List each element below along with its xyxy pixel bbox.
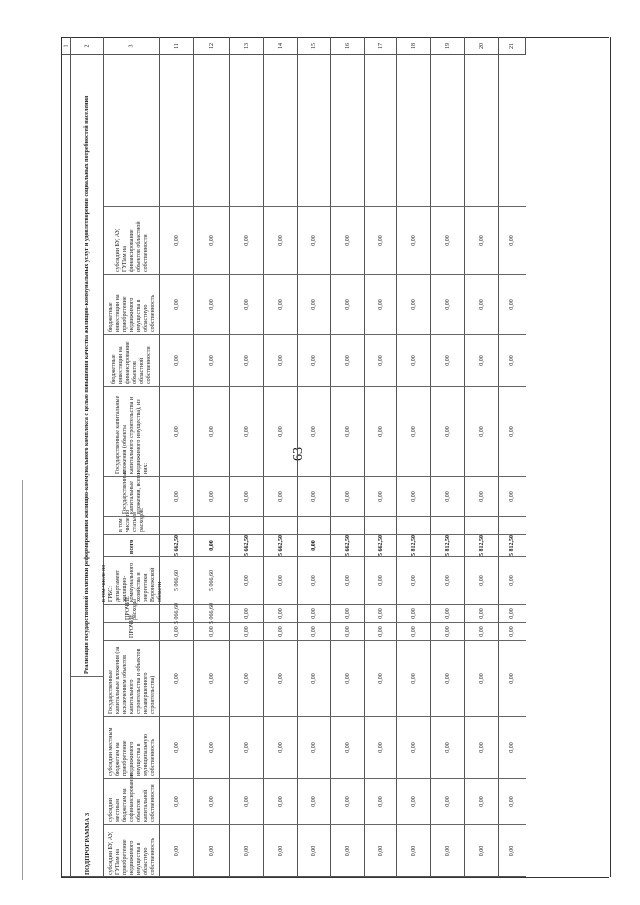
value-cell: 0,00	[298, 779, 331, 825]
value-cell: 0,00	[230, 779, 264, 825]
value-cell: 0,00	[264, 335, 298, 387]
column-header-label: 13	[243, 42, 250, 49]
value-cell: 0,00	[465, 275, 499, 335]
column-body-12	[194, 55, 230, 877]
value-cell: 0,00	[499, 641, 526, 717]
program-title: ПОДПРОГРАММА 3	[84, 812, 91, 875]
value-cell: 0,00	[499, 477, 526, 517]
value-cell	[264, 517, 298, 535]
value-cell: 0,00	[465, 387, 499, 477]
value-cell: 5 066,60	[160, 605, 194, 623]
value-cell: 0,00	[160, 779, 194, 825]
program-description: Реализация государственной политики реформирования жилищно-коммунального комплекса с целью повышения качества жилищно-коммунальных услуг и удовлетворения социальных потребностей населения	[71, 55, 104, 677]
value-cell: 0,00	[499, 557, 526, 605]
value-cell: 0,00	[397, 557, 431, 605]
value-cell: 0,00	[194, 535, 230, 557]
value-cell: 0,00	[264, 477, 298, 517]
value-cell: 0,00	[194, 387, 230, 477]
value-cell	[230, 517, 264, 535]
value-cell: 0,00	[331, 275, 365, 335]
value-cell	[499, 517, 526, 535]
value-cell	[331, 517, 365, 535]
empty-cell	[431, 55, 465, 207]
value-cell: 0,00	[365, 557, 397, 605]
value-cell: 0,00	[264, 387, 298, 477]
value-cell: 0,00	[397, 779, 431, 825]
value-cell: 0,00	[243, 845, 250, 857]
value-cell: 0,00	[264, 557, 298, 605]
value-cell: 0,00	[397, 623, 431, 641]
budget-table	[61, 37, 611, 877]
value-cell: 0,00	[160, 717, 194, 779]
value-cell: 0,00	[499, 335, 526, 387]
value-cell: 0,00	[160, 623, 194, 641]
column-header-label: 18	[410, 42, 417, 49]
value-cell: 5 662,50	[365, 535, 397, 557]
value-cell: 0,00	[160, 335, 194, 387]
column-body-13	[230, 55, 264, 877]
value-cell: 0,00	[431, 207, 465, 275]
value-cell: 5 662,50	[230, 535, 264, 557]
value-cell: 0,00	[298, 275, 331, 335]
empty-cell	[465, 55, 499, 207]
value-cell: 0,00	[230, 623, 264, 641]
value-cell: 0,00	[499, 275, 526, 335]
value-cell: 0,00	[194, 717, 230, 779]
column-header-label: 17	[377, 42, 384, 49]
row-label: субсидии местным бюджетам на софинансирование объектов капитальной собственности	[104, 779, 160, 825]
value-cell: 0,00	[298, 387, 331, 477]
column-header-label: 19	[444, 42, 451, 49]
value-cell: 0,00	[431, 335, 465, 387]
row-label: субсидии БУ, АУ, ГУПам на финансирование объектов областной собственности	[104, 207, 160, 275]
value-cell: 0,00	[365, 717, 397, 779]
column-header	[194, 37, 230, 55]
column-header	[331, 37, 365, 55]
column-body-17	[365, 55, 397, 877]
value-cell: 0,00	[264, 641, 298, 717]
column-header-label: 3	[128, 44, 135, 47]
value-cell: 0,00	[230, 387, 264, 477]
value-cell: 5 812,50	[465, 535, 499, 557]
value-cell: 0,00	[365, 779, 397, 825]
value-cell: 0,00	[397, 641, 431, 717]
value-cell: 5 662,50	[331, 535, 365, 557]
value-cell: 0,00	[397, 335, 431, 387]
empty-cell	[230, 55, 264, 207]
column-body-14	[264, 55, 298, 877]
value-cell: 0,00	[365, 623, 397, 641]
row-label: бюджетные инвестиции на приобретение недвижимого имущества в областную собственность	[104, 275, 160, 335]
value-cell: 0,00	[264, 779, 298, 825]
value-cell: 0,00	[431, 717, 465, 779]
value-cell	[194, 517, 230, 535]
value-cell: 0,00	[194, 779, 230, 825]
value-cell: 0,00	[365, 641, 397, 717]
column-header	[104, 37, 160, 55]
value-cell: 0,00	[431, 387, 465, 477]
empty-cell	[298, 55, 331, 207]
value-cell: 0,00	[230, 605, 264, 623]
row-label: ПРОЧИЕ расходы	[104, 605, 160, 623]
value-cell: 0,00	[499, 387, 526, 477]
value-cell: 0,00	[478, 845, 485, 857]
value-cell: 5 066,60	[194, 557, 230, 605]
value-cell: 0,00	[444, 845, 451, 857]
value-cell: 0,00	[311, 845, 317, 857]
value-cell: 0,00	[331, 717, 365, 779]
column-body-20	[465, 55, 499, 877]
column-body-2	[71, 55, 104, 877]
value-cell: 5 066,60	[194, 605, 230, 623]
column-body-16	[331, 55, 365, 877]
value-cell: 0,00	[264, 605, 298, 623]
value-cell: 0,00	[331, 605, 365, 623]
margin-line	[22, 480, 23, 880]
value-cell: 0,00	[499, 623, 526, 641]
value-cell: 0,00	[465, 623, 499, 641]
column-header	[397, 37, 431, 55]
value-cell: 0,00	[365, 387, 397, 477]
row-label: субсидии БУ, АУ, ГУПам на приобретение недвижимого имущества в областную собственность	[107, 831, 156, 875]
column-header	[499, 37, 526, 55]
column-body-18	[397, 55, 431, 877]
row-label: Государственные капитальные вложения (за исключением объектов капитального строительства и объектов незавершенного строительства)	[104, 641, 160, 717]
value-cell: 0,00	[465, 605, 499, 623]
value-cell: 0,00	[499, 717, 526, 779]
column-header	[365, 37, 397, 55]
row-label: бюджетные инвестиции на финансирование объектов областной собственности	[104, 335, 160, 387]
empty-cell	[365, 55, 397, 207]
value-cell: 0,00	[230, 717, 264, 779]
row-label: Государственные капитальные вложения (объекты капитального строительства и недвижимого имущества), из них:	[104, 387, 160, 477]
value-cell: 0,00	[431, 641, 465, 717]
value-cell: 0,00	[431, 557, 465, 605]
column-header-label: 12	[208, 42, 215, 49]
value-cell: 0,00	[160, 387, 194, 477]
value-cell: 0,00	[298, 207, 331, 275]
row-label: в том числе по статьям расходов:	[104, 517, 160, 535]
column-header	[298, 37, 331, 55]
value-cell	[397, 517, 431, 535]
column-body-3	[100, 55, 163, 877]
value-cell: 0,00	[431, 477, 465, 517]
value-cell: 0,00	[264, 717, 298, 779]
column-header-label: 14	[277, 42, 284, 49]
empty-cell	[160, 55, 194, 207]
value-cell: 0,00	[298, 557, 331, 605]
value-cell: 0,00	[431, 275, 465, 335]
value-cell: 0,00	[331, 623, 365, 641]
value-cell: 0,00	[344, 845, 351, 857]
program-number-cell	[62, 55, 71, 877]
empty-cell	[499, 55, 526, 207]
column-header-label: 16	[344, 42, 351, 49]
value-cell: 0,00	[365, 335, 397, 387]
column-body-19	[431, 55, 465, 877]
value-cell: 0,00	[160, 641, 194, 717]
column-header	[465, 37, 499, 55]
value-cell: 0,00	[230, 275, 264, 335]
value-cell: 0,00	[365, 275, 397, 335]
column-body-15	[298, 55, 331, 877]
empty-cell	[264, 55, 298, 207]
empty-cell	[194, 55, 230, 207]
page-number: 63	[291, 447, 306, 461]
value-cell: 0,00	[298, 605, 331, 623]
value-cell: 0,00	[465, 557, 499, 605]
value-cell: 0,00	[298, 717, 331, 779]
value-cell: 0,00	[410, 845, 417, 857]
value-cell: 0,00	[509, 845, 515, 857]
value-cell: 5 066,60	[160, 557, 194, 605]
empty-cell	[397, 55, 431, 207]
column-header	[264, 37, 298, 55]
value-cell: 0,00	[194, 275, 230, 335]
value-cell: 0,00	[331, 335, 365, 387]
value-cell	[298, 517, 331, 535]
value-cell: 0,00	[298, 623, 331, 641]
value-cell: 5 662,50	[264, 535, 298, 557]
bottom-rule	[61, 877, 609, 878]
value-cell: 0,00	[397, 387, 431, 477]
value-cell: 0,00	[230, 335, 264, 387]
value-cell: 0,00	[431, 779, 465, 825]
value-cell: 0,00	[465, 779, 499, 825]
column-body-21	[499, 55, 526, 877]
value-cell: 0,00	[194, 623, 230, 641]
value-cell: 0,00	[298, 335, 331, 387]
value-cell: 0,00	[264, 275, 298, 335]
row-label: Государственные капитальные вложения, всего	[104, 477, 160, 517]
value-cell: 0,00	[377, 845, 384, 857]
value-cell: 0,00	[331, 207, 365, 275]
value-cell: 0,00	[499, 779, 526, 825]
column-header-label: 1	[63, 44, 69, 47]
value-cell: 0,00	[277, 845, 284, 857]
value-cell: 0,00	[194, 477, 230, 517]
column-header	[431, 37, 465, 55]
value-cell: 0,00	[298, 641, 331, 717]
value-cell: 0,00	[264, 623, 298, 641]
value-cell: 0,00	[499, 207, 526, 275]
value-cell: 0,00	[465, 207, 499, 275]
value-cell: 0,00	[365, 207, 397, 275]
value-cell: 0,00	[160, 207, 194, 275]
value-cell	[465, 517, 499, 535]
value-cell: 0,00	[431, 605, 465, 623]
value-cell: 0,00	[298, 535, 331, 557]
value-cell: 0,00	[465, 335, 499, 387]
value-cell: 5 662,50	[160, 535, 194, 557]
value-cell: 0,00	[397, 717, 431, 779]
value-cell	[431, 517, 465, 535]
value-cell: 0,00	[298, 477, 331, 517]
value-cell	[365, 517, 397, 535]
value-cell: 0,00	[499, 605, 526, 623]
value-cell: 0,00	[160, 275, 194, 335]
value-cell: 0,00	[397, 207, 431, 275]
value-cell: 0,00	[160, 477, 194, 517]
column-header	[230, 37, 264, 55]
row-label: субсидии местным бюджетам на приобретение недвижимого имущества в муниципальную собственность	[104, 717, 160, 779]
column-header	[71, 37, 104, 55]
value-cell: 0,00	[230, 641, 264, 717]
value-cell: 0,00	[194, 207, 230, 275]
value-cell: 0,00	[397, 477, 431, 517]
value-cell: 0,00	[194, 641, 230, 717]
value-cell: 0,00	[230, 477, 264, 517]
column-header	[160, 37, 194, 55]
value-cell: 0,00	[194, 335, 230, 387]
value-cell: 0,00	[173, 845, 180, 857]
value-cell: 0,00	[331, 477, 365, 517]
value-cell: 0,00	[331, 387, 365, 477]
row-label: ПРОЧИЕ	[104, 623, 160, 641]
value-cell	[160, 517, 194, 535]
value-cell: 0,00	[465, 477, 499, 517]
value-cell: 0,00	[264, 207, 298, 275]
value-cell: 0,00	[465, 641, 499, 717]
value-cell: 0,00	[331, 641, 365, 717]
row-label: всего	[104, 535, 160, 557]
column-body-1	[62, 55, 71, 877]
value-cell: 0,00	[397, 275, 431, 335]
empty-cell	[104, 55, 160, 207]
column-body-11	[160, 55, 194, 877]
row-label: в том числе по ГРБС: департамент жилищно-коммунального хозяйства и энергетики Воронежской области	[104, 557, 160, 605]
value-cell: 5 812,50	[499, 535, 526, 557]
value-cell: 0,00	[397, 605, 431, 623]
empty-cell	[331, 55, 365, 207]
value-cell: 0,00	[365, 605, 397, 623]
value-cell: 0,00	[230, 207, 264, 275]
value-cell: 0,00	[431, 623, 465, 641]
value-cell: 0,00	[230, 557, 264, 605]
column-header-label: 15	[311, 42, 317, 49]
column-header-label: 11	[173, 42, 180, 49]
value-cell: 0,00	[331, 557, 365, 605]
column-header	[62, 37, 71, 55]
value-cell: 0,00	[465, 717, 499, 779]
value-cell: 0,00	[331, 779, 365, 825]
value-cell: 5 812,50	[397, 535, 431, 557]
column-header-label: 20	[478, 42, 485, 49]
value-cell: 0,00	[365, 477, 397, 517]
column-header-label: 21	[509, 42, 515, 49]
value-cell: 0,00	[208, 845, 215, 857]
value-cell: 5 812,50	[431, 535, 465, 557]
column-header-label: 2	[84, 44, 90, 47]
